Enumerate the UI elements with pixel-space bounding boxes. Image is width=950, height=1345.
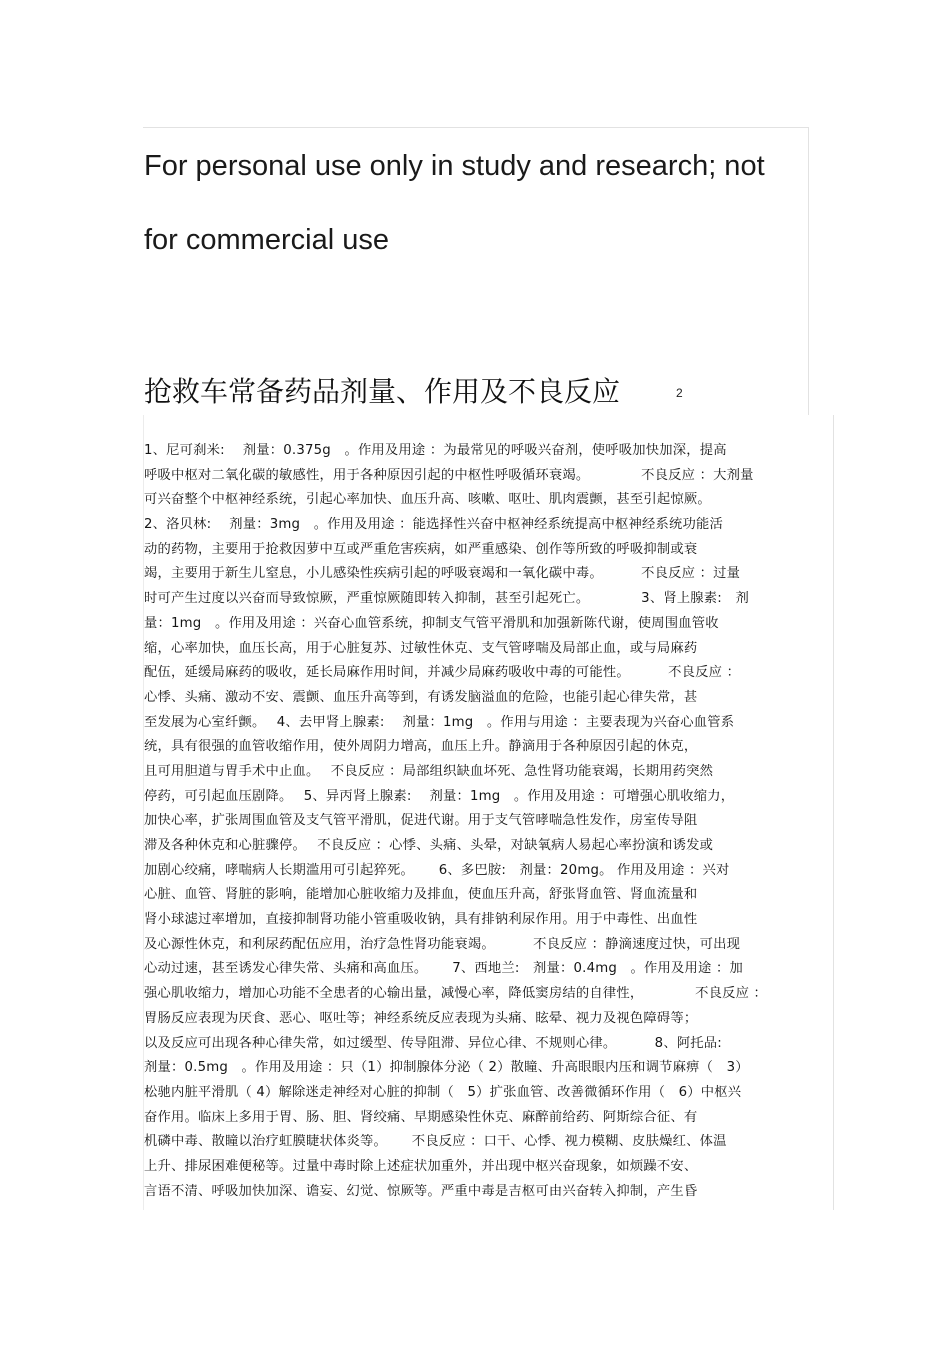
body-text-line: 机磷中毒、散瞳以治疗虹膜睫状体炎等。 不良反应 ：口干、心悸、视力模糊、皮肤燥红、体温 bbox=[144, 1134, 727, 1150]
body-text-line: 心脏、血管、肾脏的影响，能增加心脏收缩力及排血，使血压升高，舒张肾血管、肾血流量和 bbox=[144, 887, 698, 903]
body-text-line: 松驰内脏平滑肌（ 4）解除迷走神经对心脏的抑制（ 5）扩张血管、改善微循环作用（ 6）中枢兴 bbox=[144, 1084, 742, 1100]
body-text-line: 加快心率，扩张周围血管及支气管平滑肌，促进代谢。用于支气管哮喘急性发作，房室传导阻 bbox=[144, 813, 698, 829]
body-text-line: 强心肌收缩力，增加心功能不全患者的心输出量，减慢心率，降低窦房结的自律性， 不良反应 ： bbox=[144, 986, 768, 1002]
body-text-line: 至发展为心室纤颤。 4、去甲肾上腺素: 剂量：1mg 。作用与用途 ：主要表现为兴奋心血管系 bbox=[144, 714, 735, 730]
page-number: 2 bbox=[676, 386, 683, 400]
usage-notice-line-1: For personal use only in study and research; not bbox=[144, 150, 765, 182]
body-text-line: 时可产生过度以兴奋而导致惊厥，严重惊厥随即转入抑制，甚至引起死亡。 3、肾上腺素: 剂 bbox=[144, 591, 749, 607]
page-frame-top bbox=[143, 127, 809, 128]
body-text-line: 动的药物，主要用于抢救因萝中互或严重危害疾病，如严重感染、创作等所致的呼吸抑制或衰 bbox=[144, 541, 698, 557]
body-text-line: 言语不清、呼吸加快加深、谵妄、幻觉、惊厥等。严重中毒是吉枢可由兴奋转入抑制，产生昏 bbox=[144, 1183, 698, 1199]
body-text-line: 可兴奋整个中枢神经系统，引起心率加快、血压升高、咳嗽、呕吐、肌肉震颤，甚至引起惊厥。 bbox=[144, 492, 711, 508]
body-text-line: 1、尼可刹米: 剂量：0.375g 。作用及用途 ：为最常见的呼吸兴奋剂，使呼吸加快加深，提高 bbox=[144, 443, 727, 458]
body-text-line: 竭，主要用于新生儿窒息，小儿感染性疾病引起的呼吸衰竭和一氧化碳中毒。 不良反应 ：过量 bbox=[144, 566, 741, 582]
body-text-line: 缩，心率加快，血压长高，用于心脏复苏、过敏性休克、支气管哮喘及局部止血，或与局麻药 bbox=[144, 640, 698, 656]
body-text-line: 胃肠反应表现为厌食、恶心、呕吐等；神经系统反应表现为头痛、眩晕、视力及视色障碍等； bbox=[144, 1010, 698, 1026]
usage-notice-line-2: for commercial use bbox=[144, 224, 389, 256]
body-text-line: 心悸、头痛、激动不安、震颤、血压升高等到，有诱发脑溢血的危险，也能引起心律失常，甚 bbox=[144, 689, 698, 705]
body-text-line: 奋作用。临床上多用于胃、肠、胆、肾绞痛、早期感染性休克、麻醉前给药、阿斯综合征、有 bbox=[144, 1109, 698, 1125]
body-text-line: 统，具有很强的血管收缩作用，使外周阴力增高，血压上升。静滴用于各种原因引起的休克， bbox=[144, 739, 698, 755]
body-text-line: 剂量：0.5mg 。作用及用途 ：只（1）抑制腺体分泌（ 2）散瞳、升高眼眼内压和调节麻痹（ 3） bbox=[144, 1060, 749, 1076]
body-text-line: 肾小球滤过率增加，直接抑制肾功能小管重吸收钠，具有排钠利尿作用。用于中毒性、出血性 bbox=[144, 912, 698, 928]
body-text-line: 2、洛贝林: 剂量：3mg 。作用及用途 ：能选择性兴奋中枢神经系统提高中枢神经系统功能活 bbox=[144, 517, 724, 533]
body-text-line: 加剧心绞痛，哮喘病人长期滥用可引起猝死。 6、多巴胺: 剂量：20mg。 作用及用途 ：兴对 bbox=[144, 862, 730, 878]
body-text-line: 且可用胆道与胃手术中止血。 不良反应 ：局部组织缺血坏死、急性肾功能衰竭，长期用药突然 bbox=[144, 763, 714, 779]
body-text-line: 上升、排尿困难便秘等。过量中毒时除上述症状加重外，并出现中枢兴奋现象，如烦躁不安、 bbox=[144, 1158, 698, 1174]
body-text-line: 滞及各种休克和心脏骤停。 不良反应 ：心悸、头痛、头晕，对缺氧病人易起心率扮演和诱发或 bbox=[144, 838, 714, 853]
body-text-line: 量：1mg 。作用及用途 ：兴奋心血管系统，抑制支气管平滑肌和加强新陈代谢，使周围血管收 bbox=[144, 615, 719, 631]
body-text-line: 心动过速，甚至诱发心律失常、头痛和高血压。 7、西地兰: 剂量：0.4mg 。作用及用途 ：加 bbox=[144, 961, 743, 977]
document-body bbox=[144, 439, 834, 1204]
document-title: 抢救车常备药品剂量、作用及不良反应 bbox=[144, 375, 621, 408]
body-text-line: 及心源性休克，和利尿药配伍应用，治疗急性肾功能衰竭。 不良反应 ：静滴速度过快，可出现 bbox=[144, 936, 741, 952]
body-text-line: 呼吸中枢对二氧化碳的敏感性，用于各种原因引起的中枢性呼吸循环衰竭。 不良反应 ：大剂量 bbox=[144, 467, 754, 483]
body-text-line: 以及反应可出现各种心律失常，如过缓型、传导阻滞、异位心律、不规则心律。 8、阿托品: bbox=[144, 1035, 722, 1051]
body-text-line: 停药，可引起血压剧降。 5、异丙肾上腺素: 剂量：1mg 。作用及用途 ：可增强心肌收缩力， bbox=[144, 788, 735, 804]
body-text-line: 配伍，延缓局麻药的吸收，延长局麻作用时间，并减少局麻药吸收中毒的可能性。 不良反应 ： bbox=[144, 665, 741, 681]
